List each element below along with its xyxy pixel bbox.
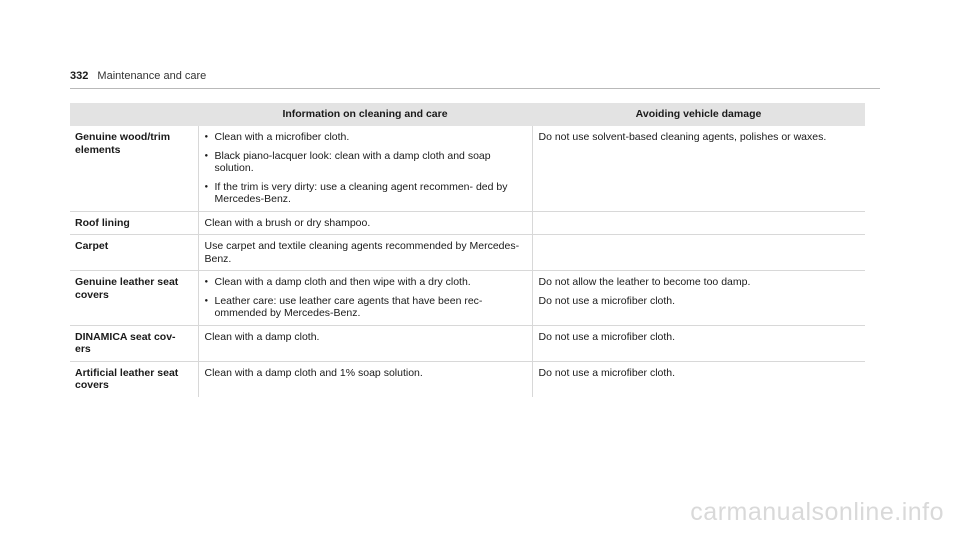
row-label-roof-lining: Roof lining (70, 211, 198, 235)
damage-cell-roof-lining (532, 211, 865, 235)
info-cell-genuine-leather (198, 271, 532, 326)
row-label-genuine-leather: Genuine leather seat covers (70, 271, 198, 326)
info-cell-carpet (198, 235, 532, 271)
info-note: Use carpet and textile cleaning agents recommended by Mercedes-Benz. (204, 240, 520, 265)
damage-note: Do not use a microfiber cloth. (538, 294, 676, 307)
cleaning-care-table (70, 103, 865, 397)
row-label-carpet: Carpet (70, 235, 198, 271)
row-label-artificial-leather: Artificial leather seat covers (75, 366, 179, 391)
damage-note: Do not use a microfiber cloth. (538, 366, 676, 379)
page-number: 332 (70, 70, 89, 82)
list-item: ● Black piano-lacquer look: clean with a damp cloth and soap solution. (205, 150, 526, 175)
damage-cell-genuine-leather (532, 271, 865, 326)
page-header (70, 70, 880, 89)
table-header-row (70, 103, 865, 126)
info-cell-dinamica (198, 325, 532, 361)
damage-note: Do not use a microfiber cloth. (538, 330, 676, 343)
list-item: ● Clean with a microfiber cloth. (205, 131, 526, 144)
table-row (70, 235, 865, 271)
damage-note: Do not allow the leather to become too damp. (538, 276, 751, 288)
damage-cell-carpet (532, 235, 865, 271)
info-note: Clean with a damp cloth and 1% soap solution. (204, 366, 423, 379)
row-label-dinamica: DINAMICA seat cov- ers (70, 325, 198, 361)
list-item: ● Clean with a damp cloth and then wipe with a dry cloth. (205, 276, 526, 289)
section-title: Maintenance and care (97, 70, 207, 82)
table-row (70, 271, 865, 326)
damage-cell-dinamica (532, 325, 865, 361)
damage-cell-wood-trim (532, 126, 865, 211)
info-cell-roof-lining (198, 211, 532, 235)
table-row (70, 361, 865, 397)
info-cell-artificial-leather (198, 361, 532, 397)
info-cell-wood-trim (198, 126, 532, 211)
column-header-blank (70, 103, 198, 126)
column-header-damage: Avoiding vehicle damage (532, 103, 865, 126)
damage-cell-artificial-leather (532, 361, 865, 397)
column-header-info: Information on cleaning and care (198, 103, 532, 126)
list-item: ● Leather care: use leather care agents that have been rec- ommended by Mercedes-Benz. (205, 295, 526, 320)
info-note: Clean with a brush or dry shampoo. (204, 216, 371, 229)
table-row (70, 126, 865, 211)
table-row (70, 211, 865, 235)
list-item: ● If the trim is very dirty: use a cleaning agent recommen- ded by Mercedes-Benz. (205, 181, 526, 206)
info-note: Clean with a damp cloth. (204, 330, 320, 343)
table-row (70, 325, 865, 361)
watermark: carmanualsonline.info (690, 498, 944, 526)
damage-note: Do not use solvent-based cleaning agents, polishes or waxes. (538, 131, 827, 143)
row-label-wood-trim: Genuine wood/trim elements (70, 126, 198, 211)
